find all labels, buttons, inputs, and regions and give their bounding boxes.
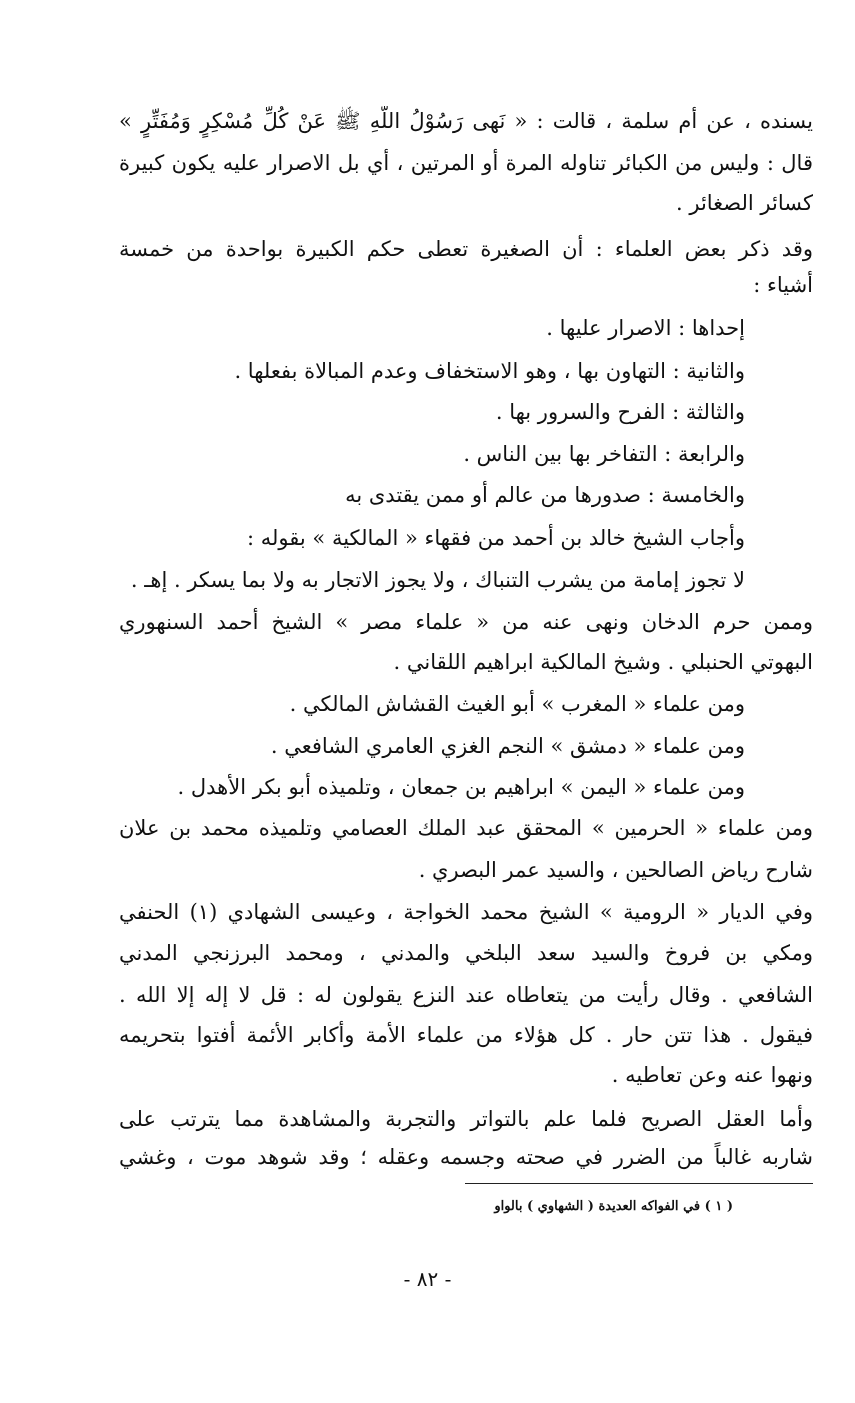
text-line: ومن علماء « اليمن » ابراهيم بن جمعان ، وتلميذه أبو بكر الأهدل . [177, 775, 745, 799]
text-line: ومن علماء « دمشق » النجم الغزي العامري الشافعي . [270, 734, 745, 758]
text-line: ومن علماء « المغرب » أبو الغيث القشاش المالكي . [289, 692, 745, 716]
page-number: - ٨٢ - [403, 1267, 452, 1291]
text-line: وأجاب الشيخ خالد بن أحمد من فقهاء « المالكية » بقوله : [247, 526, 745, 550]
quote-line: لا تجوز إمامة من يشرب التنباك ، ولا يجوز الاتجار به ولا بما يسكر . إهـ . [130, 568, 745, 592]
text-line: كسائر الصغائر . [676, 191, 813, 215]
text-line: البهوتي الحنبلي . وشيخ المالكية ابراهيم اللقاني . [393, 650, 813, 674]
text-line: شارح رياض الصالحين ، والسيد عمر البصري . [418, 858, 813, 882]
text-line: ومن علماء « الحرمين » المحقق عبد الملك العصامي وتلميذه محمد بن علان [119, 816, 813, 840]
footnote: ( ١ ) في الفواكه العديدة ( الشهاوي ) بالواو [494, 1199, 733, 1214]
list-item: والثانية : التهاون بها ، وهو الاستخفاف وعدم المبالاة بفعلها . [234, 359, 745, 383]
footnote-divider [465, 1183, 813, 1184]
text-line: ونهوا عنه وعن تعاطيه . [611, 1063, 813, 1087]
list-item: والخامسة : صدورها من عالم أو ممن يقتدى به [345, 483, 745, 507]
text-line: وقد ذكر بعض العلماء : أن الصغيرة تعطى حكم الكبيرة بواحدة من خمسة [119, 237, 813, 261]
text-line: أشياء : [753, 273, 813, 297]
list-item: إحداها : الاصرار عليها . [546, 316, 745, 340]
text-line: وممن حرم الدخان ونهى عنه من « علماء مصر » الشيخ أحمد السنهوري [119, 610, 813, 634]
text-line: وفي الديار « الرومية » الشيخ محمد الخواجة ، وعيسى الشهادي (١) الحنفي [119, 900, 813, 924]
list-item: والرابعة : التفاخر بها بين الناس . [463, 442, 745, 466]
text-line: قال : وليس من الكبائر تناوله المرة أو المرتين ، أي بل الاصرار عليه يكون كبيرة [119, 151, 813, 175]
text-line: فيقول . هذا تتن حار . كل هؤلاء من علماء الأمة وأكابر الأئمة أفتوا بتحريمه [119, 1023, 813, 1047]
list-item: والثالثة : الفرح والسرور بها . [495, 400, 745, 424]
text-line: يسنده ، عن أم سلمة ، قالت : « نَهى رَسُوْلُ اللّهِ ﷺ عَنْ كُلِّ مُسْكِرٍ وَمُفَتِّرٍ » [119, 109, 813, 133]
text-line: وأما العقل الصريح فلما علم بالتواتر والتجربة والمشاهدة مما يترتب على [119, 1107, 813, 1131]
text-line: ومكي بن فروخ والسيد سعد البلخي والمدني ، ومحمد البرزنجي المدني [119, 941, 813, 965]
text-line: الشافعي . وقال رأيت من يتعاطاه عند النزع يقولون له : قل لا إله إلا الله . [119, 983, 813, 1007]
text-line: شاربه غالباً من الضرر في صحته وجسمه وعقله ؛ وقد شوهد موت ، وغشي [119, 1145, 813, 1169]
